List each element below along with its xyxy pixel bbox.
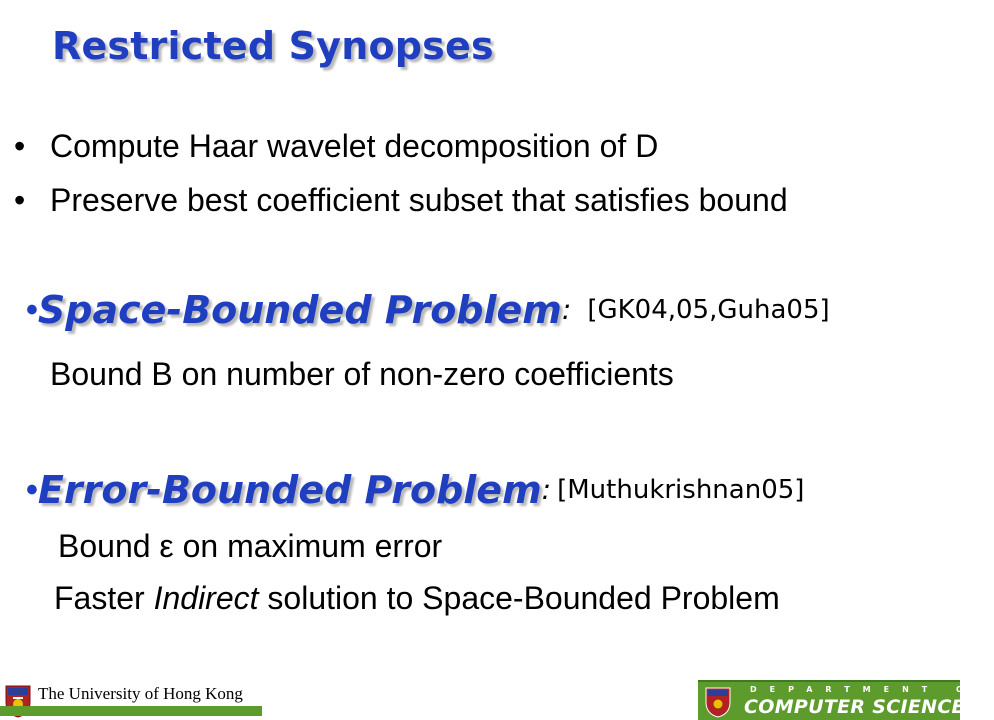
detail-suffix: solution to Space-Bounded Problem	[258, 580, 780, 616]
department-label: DEPARTMENT OF	[750, 685, 994, 694]
error-bounded-detail-epsilon: Bound ε on maximum error	[58, 528, 443, 564]
department-crest-icon	[704, 686, 732, 718]
bullet-text: Compute Haar wavelet decomposition of D	[50, 128, 659, 164]
bullet-dot-icon: •	[14, 128, 26, 164]
error-bounded-colon: :	[541, 473, 552, 506]
bullet-text: Preserve best coefficient subset that satisfies bound	[50, 182, 788, 218]
error-bounded-heading: Error-Bounded Problem	[37, 468, 542, 512]
department-name: COMPUTER SCIENCE	[744, 696, 965, 718]
department-logo	[698, 680, 994, 720]
bullet-dot-icon: •	[14, 182, 26, 218]
detail-prefix: Faster	[54, 580, 154, 616]
space-bounded-detail: Bound B on number of non-zero coefficients	[50, 356, 674, 392]
bullet-dot-icon: •	[26, 291, 38, 329]
bullet-item-preserve	[10, 180, 788, 220]
space-bounded-reference: [GK04,05,Guha05]	[587, 295, 830, 325]
space-bounded-colon: :	[561, 293, 572, 326]
error-bounded-reference: [Muthukrishnan05]	[557, 475, 805, 505]
space-bounded-heading: Space-Bounded Problem	[37, 288, 562, 332]
error-bounded-detail-indirect	[54, 578, 780, 618]
university-name: The University of Hong Kong	[38, 684, 243, 703]
bullet-item-haar	[10, 126, 658, 166]
space-bounded-heading-line	[26, 286, 830, 334]
bullet-dot-icon: •	[26, 471, 38, 509]
error-bounded-heading-line	[26, 466, 804, 514]
footer-bar	[0, 706, 262, 716]
university-footer	[0, 676, 262, 720]
detail-indirect-emphasis: Indirect	[153, 580, 259, 616]
slide-title: Restricted Synopses	[52, 24, 494, 68]
